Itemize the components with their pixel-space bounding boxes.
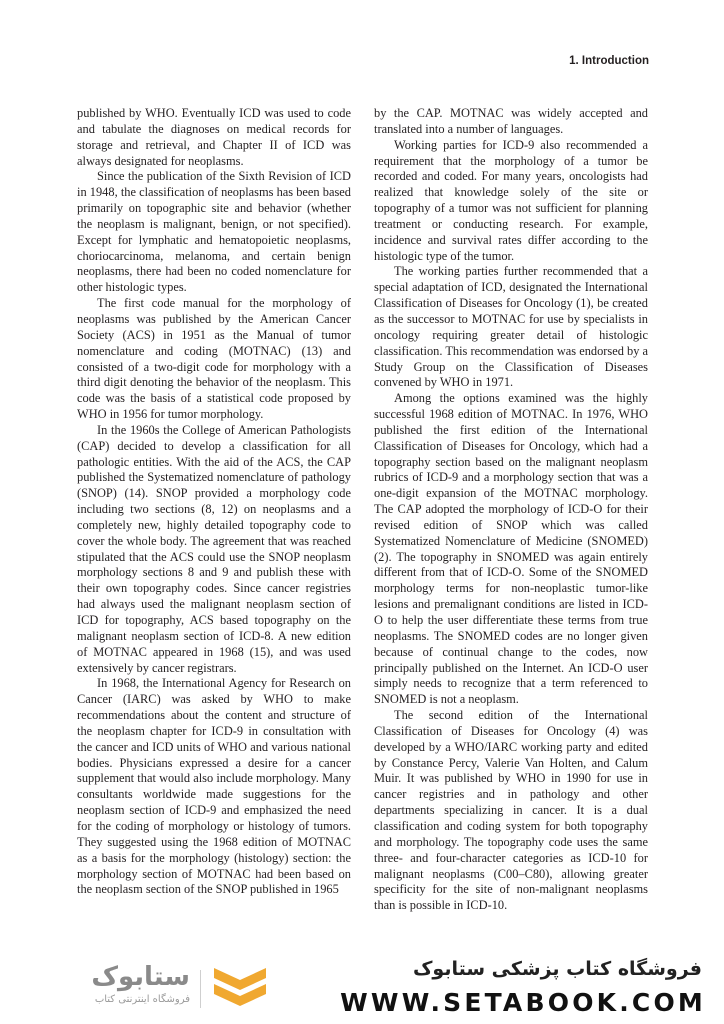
section-header: 1. Introduction — [569, 55, 649, 67]
paragraph: In 1968, the International Agency for Research on Cancer (IARC) was asked by WHO to make recommendations about the content and structure of the neoplasm chapter for ICD-9 in consultation with the cancer and ICD units of WHO and various national bodies. Physicians expressed a desire for a cancer supplement that would also include morphology. Many consultants worldwide made suggestions for the neoplasm section of ICD-9 and emphasized the need for the coding of morphology or histology of tumors. They suggested using the 1968 edition of MOTNAC as a basis for the morphology (histology) section: the morphology section of MOTNAC had been based on the neoplasm section of the SNOP published in 1965 — [77, 676, 351, 897]
paragraph: published by WHO. Eventually ICD was used to code and tabulate the diagnoses on medical records for storage and retrieval, and Chapter II of ICD was always designated for neoplasms. — [77, 106, 351, 168]
watermark-banner — [0, 944, 724, 1024]
logo-divider — [200, 970, 201, 1008]
paragraph: by the CAP. MOTNAC was widely accepted and translated into a number of languages. — [374, 106, 648, 136]
chevron-logo-icon — [210, 964, 270, 1010]
logo-subtitle: فروشگاه اینترنتی کتاب — [94, 994, 190, 1005]
store-url[interactable]: WWW.SETABOOK.COM — [340, 988, 706, 1017]
right-column — [374, 106, 648, 914]
paragraph: The first code manual for the morphology of neoplasms was published by the American Cancer Society (ACS) in 1951 as the Manual of tumor nomenclature and coding (MOTNAC) (13) and consisted of a two-digit code for morphology with a third digit denoting the behavior of the neoplasm. This code was the basis of a statistical code proposed by WHO in 1956 for tumor morphology. — [77, 296, 351, 422]
paragraph: Among the options examined was the highly successful 1968 edition of MOTNAC. In 1976, WHO published the first edition of the International Classification of Diseases for Oncology, which had a topography section based on the malignant neoplasm rubrics of ICD-9 and a morphology section that was a one-digit expansion of the MOTNAC morphology. The CAP adopted the morphology of ICD-O for their revised edition of SNOP which was called Systematized Nomenclature of Medicine (SNOMED) (2). The topography in SNOMED was again entirely different from that of ICD-O. Some of the SNOMED morphology terms for non-neoplastic tumor-like lesions and premalignant conditions are listed in ICD-O to help the user differentiate these terms from true neoplasms. The SNOMED codes are no longer given because of continual change to the codes, now principally published on the Internet. An ICD-O user simply needs to recognize that a term referenced to SNOMED is not a neoplasm. — [374, 391, 648, 707]
paragraph: The second edition of the International Classification of Diseases for Oncology (4) was developed by a WHO/IARC working party and edited by Constance Percy, Valerie Van Holten, and Calum Muir. It was published by WHO in 1990 for use in cancer registries and in pathology and other departments specializing in cancer. It is a dual classification and coding system for both topography and morphology. The topography code uses the same three- and four-character categories as ICD-10 for malignant neoplasms (C00–C80), allowing greater specificity for the site of non-malignant neoplasms than is possible in ICD-10. — [374, 708, 648, 913]
paragraph: The working parties further recommended that a special adaptation of ICD, designated the International Classification of Diseases for Oncology (1), be created as the successor to MOTNAC for use by specialists in oncology requiring greater detail of histologic classification. This recommendation was endorsed by a Study Group on the Classification of Diseases convened by WHO in 1971. — [374, 264, 649, 390]
paragraph: In the 1960s the College of American Pathologists (CAP) decided to develop a classification for all pathologic entities. With the aid of the ACS, the CAP published the Systematized nomenclature of pathology (SNOP) (14). SNOP provided a morphology code including two sections (8, 12) on neoplasms and a completely new, highly detailed topography code to cover the whole body. The agreement that was reached stipulated that the ACS could use the SNOP neoplasm morphology sections 8 and 9 and publish these with their own topography codes. Since cancer registries had always used the malignant neoplasm section of ICD for topography, ACS based topography on the malignant neoplasm section of ICD-8. A new edition of MOTNAC appeared in 1968 (15), and was used extensively by cancer registrars. — [77, 422, 351, 675]
setabook-logo — [40, 964, 280, 1010]
logo-text: ستابوک — [91, 962, 190, 992]
store-title: فروشگاه کتاب پزشکی ستابوک — [412, 958, 702, 980]
paragraph: Since the publication of the Sixth Revision of ICD in 1948, the classification of neoplasms has been based primarily on topographic site and behavior (whether the neoplasm is malignant, benign, or not specified). Except for lymphatic and hematopoietic neoplasms, choriocarcinoma, melanoma, and certain benign neoplasms, there had been no coded nomenclature for other histologic types. — [77, 169, 351, 295]
paragraph: Working parties for ICD-9 also recommended a requirement that the morphology of a tumor be recorded and coded. For many years, oncologists had realized that knowledge solely of the site or topography of a tumor was not sufficient for planning treatment or conducting research. For example, incidence and survival rates differ according to the histologic type of the tumor. — [374, 137, 648, 263]
left-column — [77, 106, 351, 898]
